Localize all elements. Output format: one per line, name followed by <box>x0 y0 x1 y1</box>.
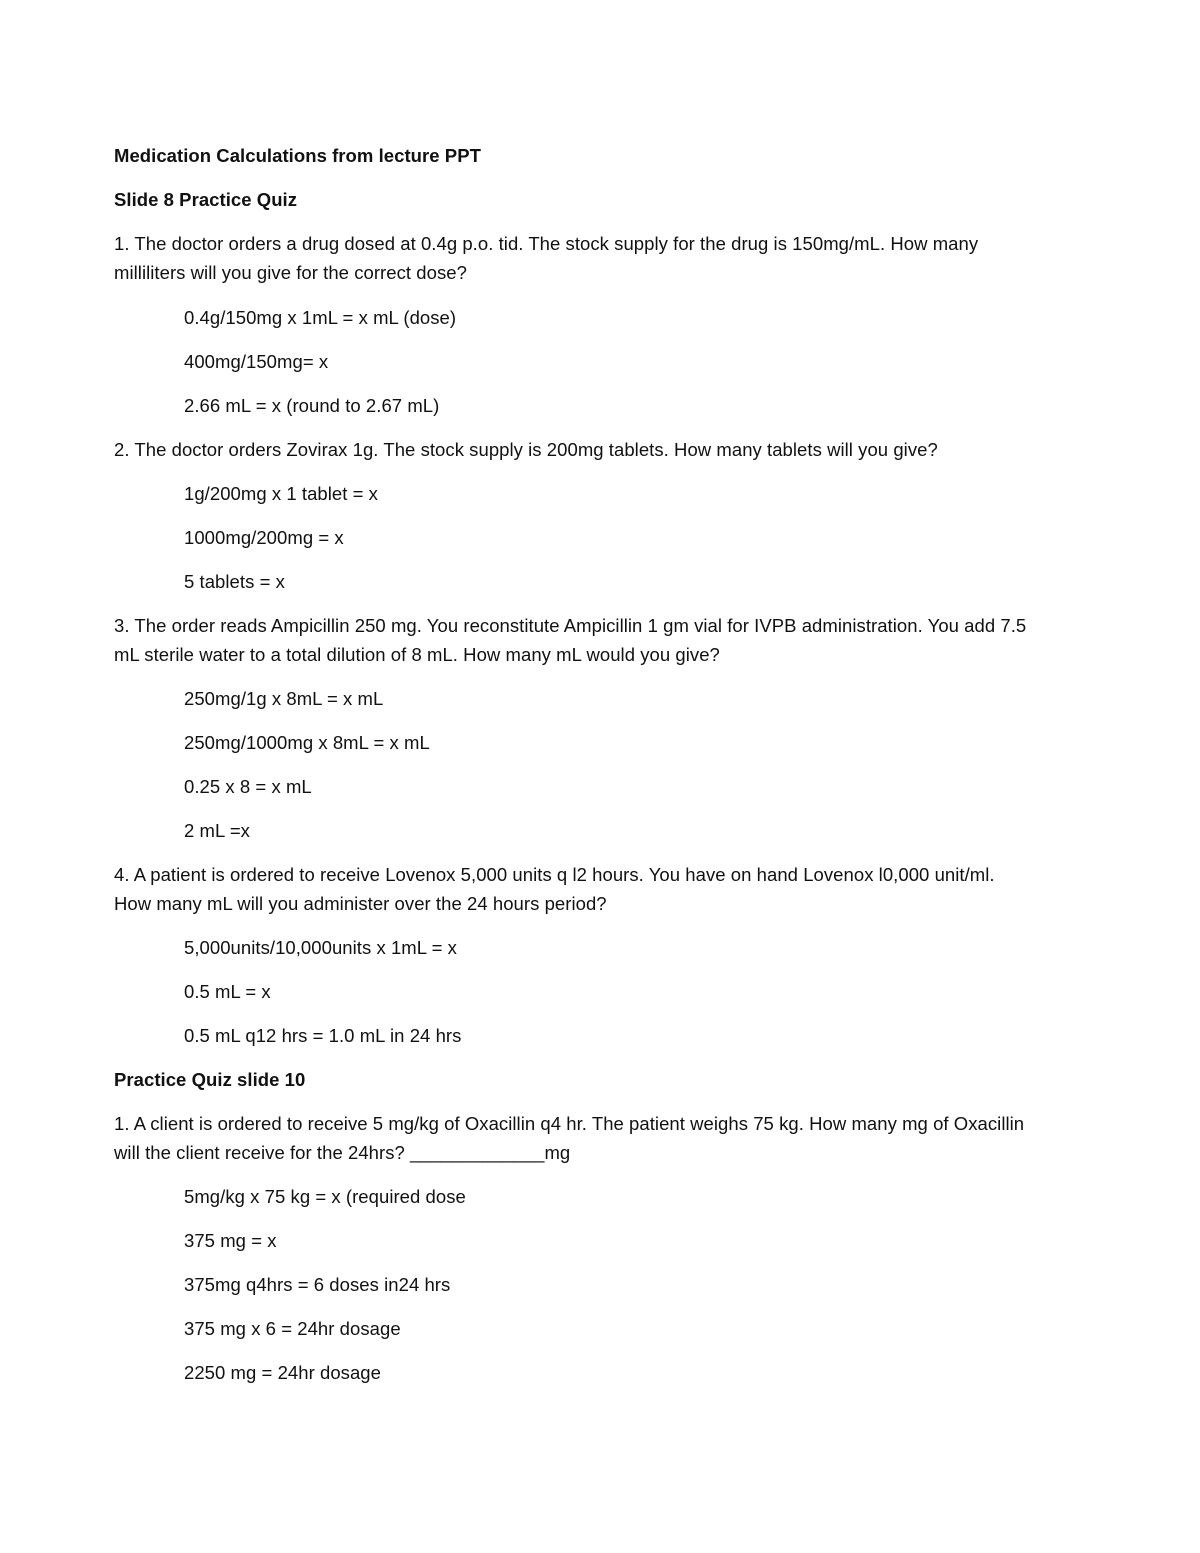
section-heading-slide-8: Slide 8 Practice Quiz <box>114 189 298 210</box>
q1-step-1: 0.4g/150mg x 1mL = x mL (dose) <box>184 307 457 328</box>
q1-step-3: 2.66 mL = x (round to 2.67 mL) <box>184 395 440 416</box>
document-title: Medication Calculations from lecture PPT <box>114 145 481 166</box>
q4-step-3: 0.5 mL q12 hrs = 1.0 mL in 24 hrs <box>184 1025 462 1046</box>
slide10-question-1-text-line-1: 1. A client is ordered to receive 5 mg/kg of Oxacillin q4 hr. The patient weighs 75 kg. How many mg of Oxacillin <box>114 1113 1025 1134</box>
q3-step-4: 2 mL =x <box>184 820 250 841</box>
question-3-text-line-2: mL sterile water to a total dilution of 8 mL. How many mL would you give? <box>114 644 720 665</box>
s10-q1-step-5: 2250 mg = 24hr dosage <box>184 1362 381 1383</box>
slide10-question-1-text-line-2: will the client receive for the 24hrs? _____________mg <box>114 1142 571 1163</box>
q4-step-1: 5,000units/10,000units x 1mL = x <box>184 937 457 958</box>
question-4-text-line-2: How many mL will you administer over the 24 hours period? <box>114 893 607 914</box>
q4-step-2: 0.5 mL = x <box>184 981 271 1002</box>
question-1-text-line-2: milliliters will you give for the correct dose? <box>114 262 467 283</box>
question-2-text-line-1: 2. The doctor orders Zovirax 1g. The stock supply is 200mg tablets. How many tablets will you give? <box>114 439 938 460</box>
section-heading-slide-10: Practice Quiz slide 10 <box>114 1069 306 1090</box>
q2-step-3: 5 tablets = x <box>184 571 285 592</box>
q3-step-2: 250mg/1000mg x 8mL = x mL <box>184 732 430 753</box>
question-4-text-line-1: 4. A patient is ordered to receive Lovenox 5,000 units q l2 hours. You have on hand Lovenox l0,000 unit/ml. <box>114 864 995 885</box>
q3-step-1: 250mg/1g x 8mL = x mL <box>184 688 384 709</box>
q1-step-2: 400mg/150mg= x <box>184 351 329 372</box>
q2-step-1: 1g/200mg x 1 tablet = x <box>184 483 378 504</box>
q3-step-3: 0.25 x 8 = x mL <box>184 776 312 797</box>
s10-q1-step-1: 5mg/kg x 75 kg = x (required dose <box>184 1186 466 1207</box>
s10-q1-step-4: 375 mg x 6 = 24hr dosage <box>184 1318 401 1339</box>
s10-q1-step-2: 375 mg = x <box>184 1230 277 1251</box>
q2-step-2: 1000mg/200mg = x <box>184 527 344 548</box>
question-1-text-line-1: 1. The doctor orders a drug dosed at 0.4g p.o. tid. The stock supply for the drug is 150mg/mL. How many <box>114 233 979 254</box>
s10-q1-step-3: 375mg q4hrs = 6 doses in24 hrs <box>184 1274 451 1295</box>
question-3-text-line-1: 3. The order reads Ampicillin 250 mg. You reconstitute Ampicillin 1 gm vial for IVPB administration. You add 7.5 <box>114 615 1027 636</box>
